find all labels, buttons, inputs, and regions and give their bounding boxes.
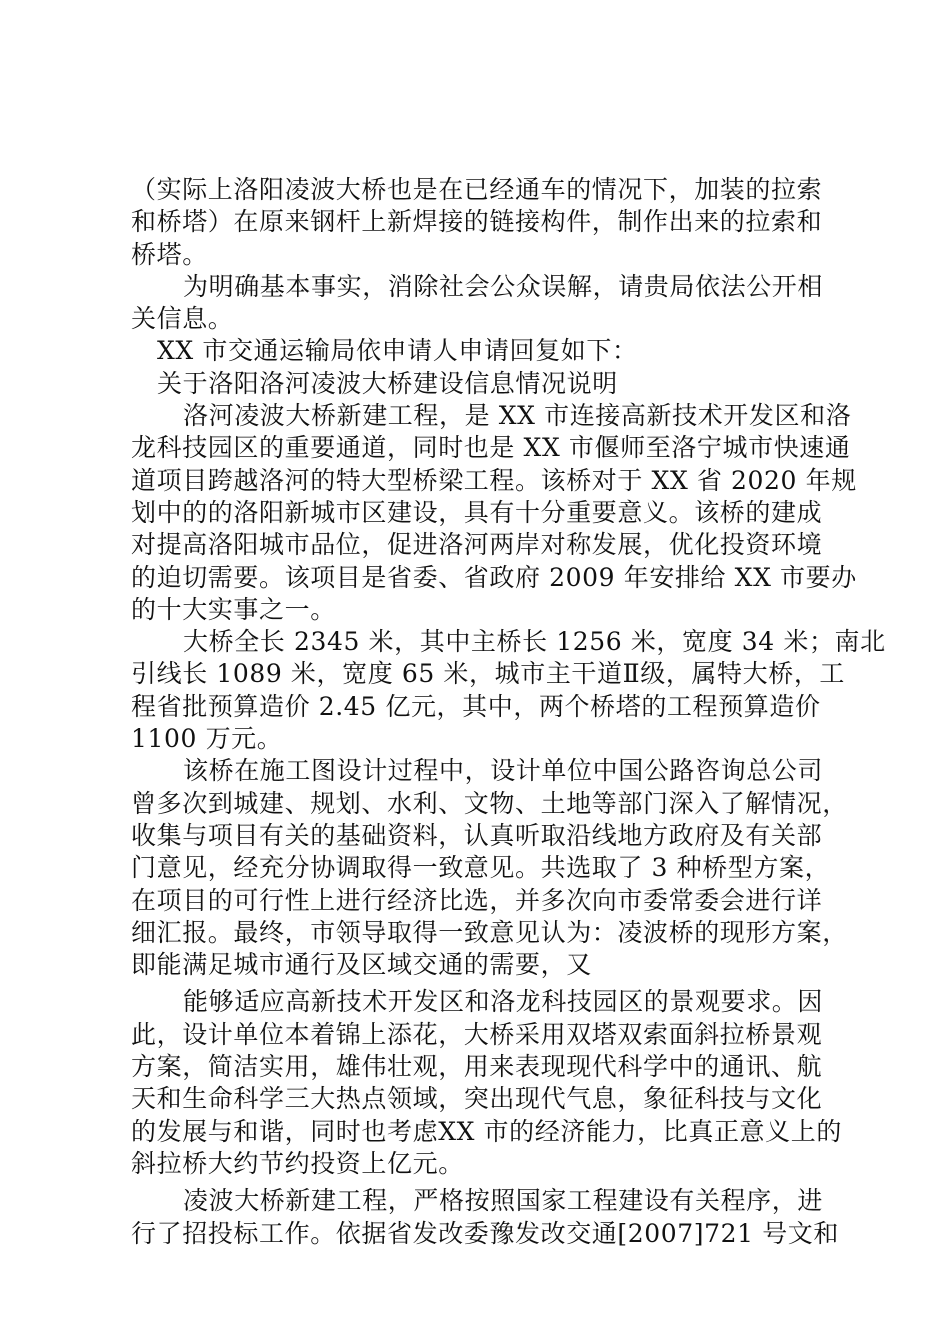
text-line: 大桥全长 2345 米，其中主桥长 1256 米，宽度 34 米；南北 — [183, 627, 886, 657]
text-line: 道项目跨越洛河的特大型桥梁工程。该桥对于 XX 省 2020 年规 — [131, 465, 857, 495]
text-line: 在项目的可行性上进行经济比选，并多次向市委常委会进行详 — [131, 885, 823, 915]
text-line: 的十大实事之一。 — [131, 594, 336, 624]
text-line: 斜拉桥大约节约投资上亿元。 — [131, 1148, 464, 1178]
text-line: 细汇报。最终，市领导取得一致意见认为：凌波桥的现形方案， — [131, 917, 848, 947]
text-line: （实际上洛阳凌波大桥也是在已经通车的情况下，加装的拉索 — [131, 175, 823, 204]
text-line: 桥塔。 — [131, 239, 208, 269]
text-line: 洛河凌波大桥新建工程，是 XX 市连接高新技术开发区和洛 — [183, 401, 852, 431]
text-line: 凌波大桥新建工程，严格按照国家工程建设有关程序，进 — [183, 1186, 824, 1216]
text-line: 方案，简洁实用，雄伟壮观，用来表现现代科学中的通讯、航 — [131, 1052, 823, 1082]
text-line: 龙科技园区的重要通道，同时也是 XX 市偃师至洛宁城市快速通 — [131, 433, 851, 463]
text-line: 即能满足城市通行及区域交通的需要，又 — [131, 950, 592, 980]
text-line: 和桥塔）在原来钢杆上新焊接的链接构件，制作出来的拉索和 — [131, 207, 823, 237]
text-line: 收集与项目有关的基础资料，认真听取沿线地方政府及有关部 — [131, 820, 823, 850]
text-line: 该桥在施工图设计过程中，设计单位中国公路咨询总公司 — [183, 756, 824, 786]
document-body — [131, 174, 886, 1250]
text-line: 关信息。 — [131, 304, 234, 334]
text-line: 行了招投标工作。依据省发改委豫发改交通[2007]721 号文和 — [131, 1218, 839, 1248]
text-line: 对提高洛阳城市品位，促进洛河两岸对称发展，优化投资环境 — [131, 530, 823, 560]
text-line: XX 市交通运输局依申请人申请回复如下： — [157, 336, 638, 366]
text-line: 此，设计单位本着锦上添花，大桥采用双塔双索面斜拉桥景观 — [131, 1019, 823, 1049]
text-line: 天和生命科学三大热点领域，突出现代气息，象征科技与文化 — [131, 1084, 823, 1114]
text-line: 引线长 1089 米，宽度 65 米，城市主干道Ⅱ级，属特大桥，工 — [131, 659, 846, 689]
text-line: 划中的的洛阳新城市区建设，具有十分重要意义。该桥的建成 — [131, 497, 823, 527]
text-line: 1100 万元。 — [131, 724, 283, 754]
text-line: 程省批预算造价 2.45 亿元，其中，两个桥塔的工程预算造价 — [131, 691, 821, 721]
text-line: 能够适应高新技术开发区和洛龙科技园区的景观要求。因 — [183, 987, 824, 1017]
text-line: 的迫切需要。该项目是省委、省政府 2009 年安排给 XX 市要办 — [131, 562, 857, 592]
text-line: 为明确基本事实，消除社会公众误解，请贵局依法公开相 — [183, 271, 824, 301]
text-line: 关于洛阳洛河凌波大桥建设信息情况说明 — [157, 368, 618, 398]
text-line: 门意见，经充分协调取得一致意见。共选取了 3 种桥型方案， — [131, 853, 831, 883]
text-line: 曾多次到城建、规划、水利、文物、土地等部门深入了解情况， — [131, 788, 848, 818]
text-line: 的发展与和谐，同时也考虑XX 市的经济能力，比真正意义上的 — [131, 1116, 842, 1146]
